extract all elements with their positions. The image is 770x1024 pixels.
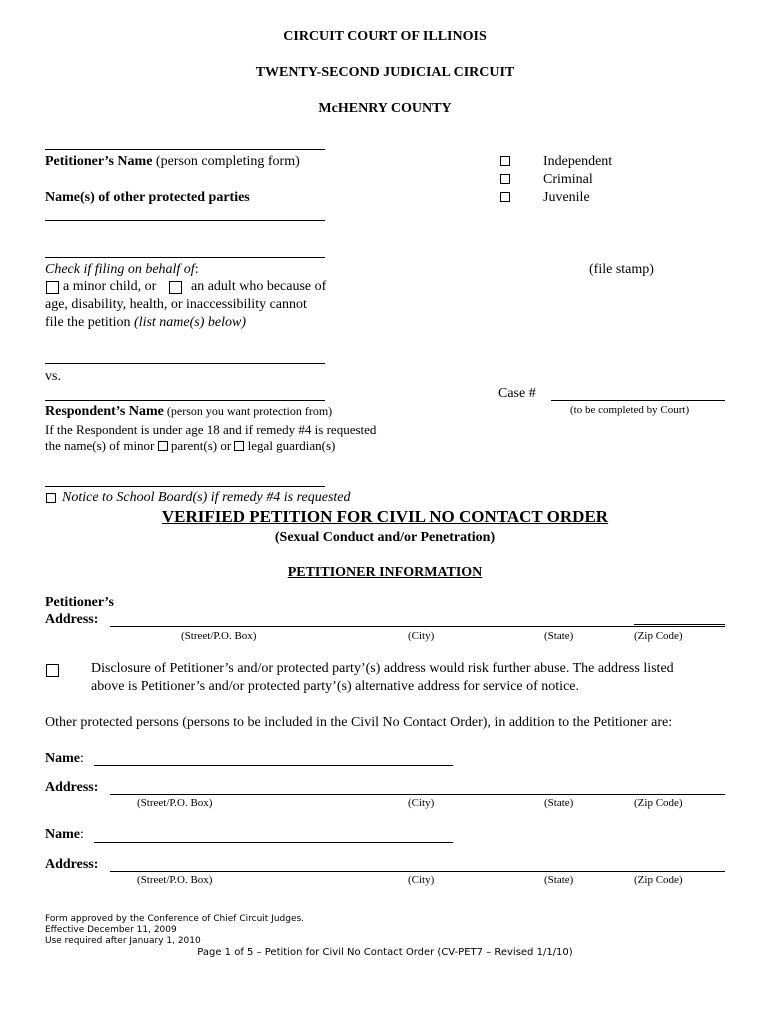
respondent-minor-text: the name(s) of minor parent(s) or legal guardian(s) [45, 438, 336, 453]
disclosure-line-1: Disclosure of Petitioner’s and/or protected party’(s) address would risk further abuse. The address listed [91, 661, 674, 676]
footer-effective: Effective December 11, 2009 [45, 925, 177, 935]
person-1-state-label: (State) [544, 797, 574, 809]
petitioner-address-label-2: Address: [45, 612, 99, 627]
other-parties-line-2[interactable] [45, 257, 325, 258]
person-2-state-label: (State) [544, 874, 574, 886]
petitioner-state-label: (State) [544, 630, 574, 642]
person-2-address-field[interactable] [110, 871, 725, 872]
minor-child-checkbox[interactable] [46, 281, 59, 294]
petitioner-zip-label: (Zip Code) [634, 630, 683, 642]
petitioner-name-label: Petitioner’s Name (person completing form) [45, 154, 300, 169]
respondent-name-line[interactable] [45, 400, 325, 401]
minor-names-line[interactable] [45, 486, 325, 487]
guardian-checkbox[interactable] [234, 441, 244, 451]
disclosure-line-2: above is Petitioner’s and/or protected party’(s) alternative address for service of notice. [91, 679, 580, 694]
behalf-names-line[interactable] [45, 363, 325, 364]
person-1-city-label: (City) [408, 797, 435, 809]
footer-approved: Form approved by the Conference of Chief Circuit Judges. [45, 914, 305, 924]
notice-school-checkbox[interactable] [46, 493, 56, 503]
behalf-line-2: age, disability, health, or inaccessibility cannot [45, 297, 307, 312]
footer-use-required: Use required after January 1, 2010 [45, 936, 201, 946]
person-2-name-field[interactable] [94, 842, 453, 843]
vs-label: vs. [45, 369, 61, 384]
criminal-label: Criminal [543, 172, 593, 187]
petitioner-city-label: (City) [408, 630, 435, 642]
case-number-label: Case # [498, 386, 536, 401]
person-2-name-label: Name: [45, 827, 84, 842]
adult-checkbox[interactable] [169, 281, 182, 294]
person-1-address-field[interactable] [110, 794, 725, 795]
juvenile-checkbox[interactable] [500, 192, 510, 202]
petition-title: VERIFIED PETITION FOR CIVIL NO CONTACT ORDER [161, 507, 609, 526]
respondent-under18-text: If the Respondent is under age 18 and if remedy #4 is requested [45, 422, 377, 437]
county-name: McHENRY COUNTY [318, 101, 452, 116]
other-parties-line[interactable] [45, 220, 325, 221]
criminal-checkbox[interactable] [500, 174, 510, 184]
petitioner-address-label-1: Petitioner’s [45, 595, 114, 610]
petitioner-address-field[interactable] [110, 626, 725, 627]
petitioner-street-label: (Street/P.O. Box) [181, 630, 257, 642]
petitioner-zip-field[interactable] [634, 624, 725, 625]
adult-label: an adult who because of [191, 279, 327, 294]
person-1-name-label: Name: [45, 751, 84, 766]
judicial-circuit: TWENTY-SECOND JUDICIAL CIRCUIT [255, 65, 515, 80]
person-1-address-label: Address: [45, 780, 99, 795]
petitioner-name-line[interactable] [45, 149, 325, 150]
person-2-zip-label: (Zip Code) [634, 874, 683, 886]
juvenile-label: Juvenile [543, 190, 590, 205]
minor-child-label: a minor child, or [63, 279, 157, 294]
person-1-street-label: (Street/P.O. Box) [137, 797, 213, 809]
case-number-field[interactable] [551, 400, 725, 401]
person-2-address-label: Address: [45, 857, 99, 872]
behalf-line-3: file the petition (list name(s) below) [45, 315, 247, 330]
file-stamp-label: (file stamp) [589, 262, 654, 277]
person-1-name-field[interactable] [94, 765, 453, 766]
other-protected-persons-text: Other protected persons (persons to be included in the Civil No Contact Order), in addition to the Petitioner are: [45, 715, 673, 730]
notice-school-label: Notice to School Board(s) if remedy #4 is requested [62, 490, 351, 505]
disclosure-checkbox[interactable] [46, 664, 59, 677]
footer-page-number: Page 1 of 5 – Petition for Civil No Contact Order (CV-PET7 – Revised 1/1/10) [197, 947, 573, 958]
section-petitioner-information: PETITIONER INFORMATION [287, 565, 483, 580]
respondent-name-label: Respondent’s Name (person you want protection from) [45, 404, 333, 419]
person-1-zip-label: (Zip Code) [634, 797, 683, 809]
other-protected-parties-label: Name(s) of other protected parties [45, 190, 250, 205]
behalf-label: Check if filing on behalf of: [45, 262, 199, 277]
case-number-note: (to be completed by Court) [570, 404, 690, 416]
petition-subtitle: (Sexual Conduct and/or Penetration) [274, 530, 496, 545]
person-2-city-label: (City) [408, 874, 435, 886]
independent-label: Independent [543, 154, 613, 169]
court-name: CIRCUIT COURT OF ILLINOIS [283, 29, 487, 44]
person-2-street-label: (Street/P.O. Box) [137, 874, 213, 886]
independent-checkbox[interactable] [500, 156, 510, 166]
parents-checkbox[interactable] [158, 441, 168, 451]
